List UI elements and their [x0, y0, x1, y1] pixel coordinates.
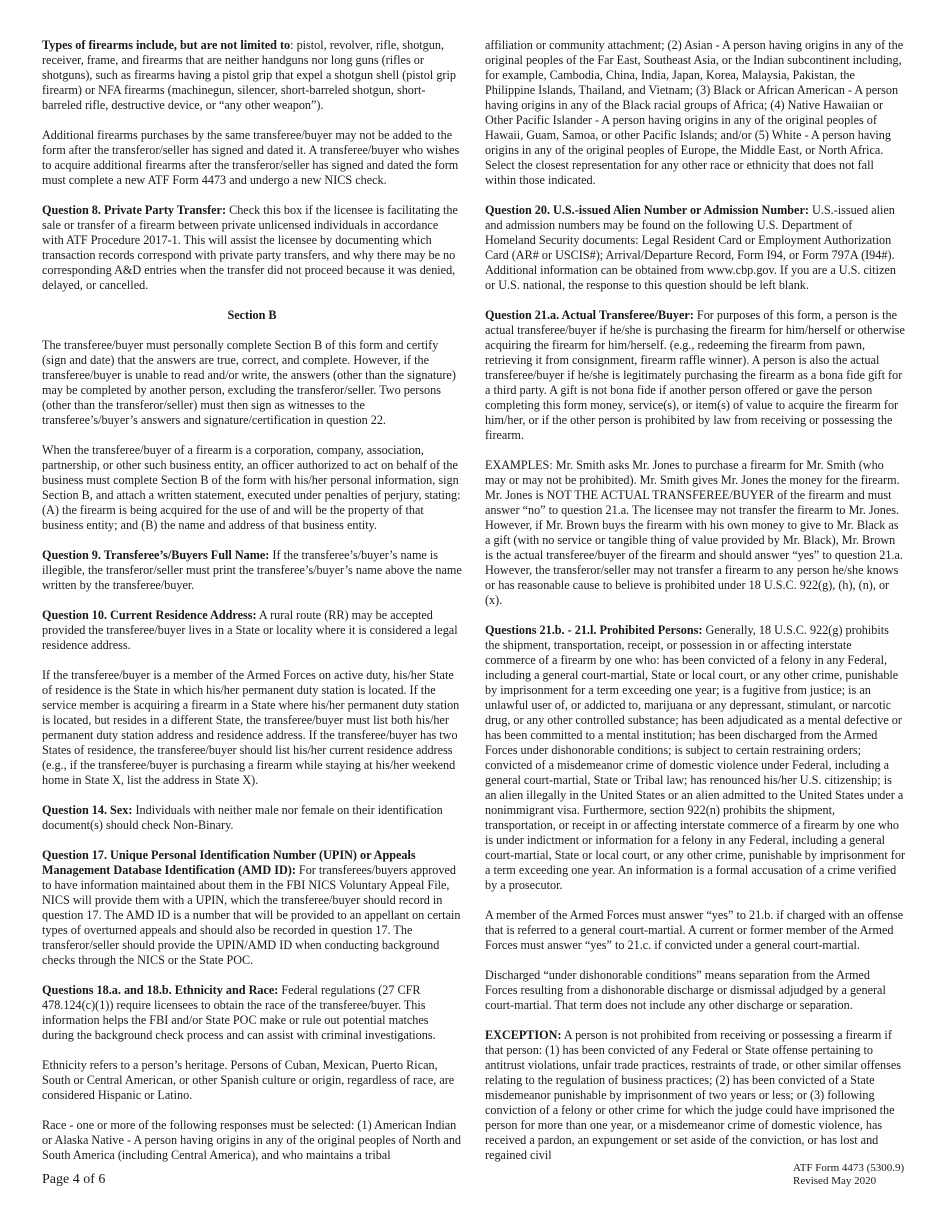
question-20-text: U.S.-issued alien and admission numbers may be found on the following U.S. Department of Homeland Security documents: Legal Resident Card or Employment Authorization Card (AR# or USCIS#); Arrival/Departure Record, Form I94, or Form 797A (I94#). Additional information can be obtained from www.cbp.gov. If you are a U.S. citizen or U.S. national, the response to this question should be left blank. — [485, 203, 896, 292]
exception-paragraph — [485, 1028, 905, 1163]
question-21b-text: Generally, 18 U.S.C. 922(g) prohibits the shipment, transportation, receipt, or possession in or affecting interstate commerce of a firearm by one who: has been convicted of a felony in any Federal, including a general court-martial, State or local court, or any other crime, punishable by imprisonment for a term exceeding one year; is a fugitive from justice; is an unlawful user of, or addicted to, marijuana or any depressant, stimulant, or narcotic drug, or any other controlled substance; has been adjudicated as a mental defective or has been committed to a mental institution; has been discharged from the Armed Forces under dishonorable conditions; is subject to certain restraining orders; convicted of a misdemeanor crime of domestic violence under Federal, including a general court-martial, State or Tribal law; has renounced his/her U.S. citizenship; is an alien illegally in the United States or an alien admitted to the United States under a nonimmigrant visa. Furthermore, section 922(n) prohibits the shipment, transportation, or receipt in or affecting interstate commerce of a firearm by one who is under indictment or information for a felony in any Federal, including a general court-martial, State or local court, or any other crime, punishable by imprisonment for a term exceeding one year. An information is a formal accusation of a crime verified by a prosecutor. — [485, 623, 906, 892]
question-21a-text: For purposes of this form, a person is the actual transferee/buyer if he/she is purchasing the firearm for him/herself or otherwise acquiring the firearm for him/herself. (e.g., redeeming the firearm from pawn, retrieving it from consignment, firearm raffle winner). A person is also the actual transferee/buyer if he/she is legitimately purchasing the firearm as a bona fide gift for a third party. A gift is not bona fide if another person offered or gave the person completing this form money, service(s), or item(s) of value to acquire the firearm for him/her, or if the other person is prohibited by law from receiving or possessing the firearm. — [485, 308, 905, 442]
question-18-text: Federal regulations (27 CFR 478.124(c)(1)) require licensees to obtain the race of the transferee/buyer. This information helps the FBI and/or State POC make or rule out potential matches during the background check process and can assist with criminal investigations. — [42, 983, 436, 1042]
form-number: ATF Form 4473 (5300.9) — [793, 1162, 905, 1174]
question-8-paragraph — [42, 203, 462, 293]
question-10-text: A rural route (RR) may be accepted provided the transferee/buyer lives in a State or locality where it is considered a legal residence address. — [42, 608, 458, 652]
form-identifier — [793, 1162, 904, 1188]
question-14-heading: Question 14. Sex: — [42, 803, 133, 817]
question-20-heading: Question 20. U.S.-issued Alien Number or Admission Number: — [485, 203, 809, 217]
question-20-paragraph — [485, 203, 905, 293]
left-column — [42, 38, 462, 1178]
question-9-paragraph — [42, 548, 462, 593]
section-b-heading: Section B — [227, 308, 277, 322]
ethnicity-paragraph: Ethnicity refers to a person’s heritage. Persons of Cuban, Mexican, Puerto Rican, South or Central American, or other Spanish culture or origin, regardless of race, are considered Hispanic or Latino. — [42, 1058, 455, 1102]
armed-forces-court-martial-paragraph: A member of the Armed Forces must answer “yes” to 21.b. if charged with an offense that is referred to a general court-martial. A current or former member of the Armed Forces must answer “yes” to 21.c. if convicted under a general court-martial. — [485, 908, 904, 952]
armed-forces-residence-paragraph: If the transferee/buyer is a member of the Armed Forces on active duty, his/her State of residence is the State in which his/her permanent duty station is located. If the service member is acquiring a firearm in a State where his/her permanent duty station is located, but resides in a different State, the transferee/buyer must list both his/her permanent duty station address and residence address. If the transferee/buyer has two States of residence, the transferee/buyer should list his/her current residence address (e.g., if the transferee/buyer is purchasing a firearm while staying at his/her weekend home in State X, list the address in State X). — [42, 668, 460, 787]
question-14-text: Individuals with neither male nor female on their identification document(s) should check Non-Binary. — [42, 803, 443, 832]
additional-purchases-paragraph: Additional firearms purchases by the same transferee/buyer may not be added to the form after the transferor/seller has signed and dated it. A transferee/buyer who wishes to acquire additional firearms after the transferor/seller has signed and dated the form must complete a new ATF Form 4473 and undergo a new NICS check. — [42, 128, 460, 187]
question-17-paragraph — [42, 848, 462, 968]
section-b-paragraph: The transferee/buyer must personally complete Section B of this form and certify (sign and date) that the answers are true, correct, and complete. However, if the transferee/buyer is unable to read and/or write, the answers (other than the signature) may be completed by another person, excluding the transferor/seller. Two persons (other than the transferor/seller) must then sign as witnesses to the transferee’s/buyer’s answers and signature/certification in question 22. — [42, 338, 456, 427]
question-17-text: For transferees/buyers approved to have information maintained about them in the FBI NICS Voluntary Appeal File, NICS will provide them with a UPIN, which the transferee/buyer should record in question 17. The AMD ID is a number that will be provided to an appellant on certain types of overturned appeals and should also be recorded in question 17. The transferor/seller should provide the UPIN/AMD ID when conducting background checks through the NICS or the State POC. — [42, 863, 461, 967]
question-18-paragraph — [42, 983, 462, 1043]
revision-date: Revised May 2020 — [793, 1175, 877, 1187]
question-14-paragraph — [42, 803, 462, 833]
question-21b-heading: Questions 21.b. - 21.l. Prohibited Persons: — [485, 623, 703, 637]
race-continued-paragraph: affiliation or community attachment; (2) Asian - A person having origins in any of the original peoples of the Far East, Southeast Asia, or the Indian subcontinent including, for example, Cambodia, China, India, Japan, Korea, Malaysia, Pakistan, the Philippine Islands, Thailand, and Vietnam; (3) Black or African American - A person having origins in any of the Black racial groups of Africa; (4) Native Hawaiian or Other Pacific Islander - A person having origins in any of the original peoples of Hawaii, Guam, Samoa, or other Pacific Islands; and/or (5) White - A person having origins in any of the original peoples of Europe, the Middle East, or North Africa. Select the closest representation for any other race or ethnicity that does not fall within those indicated. — [485, 38, 904, 187]
question-18-heading: Questions 18.a. and 18.b. Ethnicity and Race: — [42, 983, 279, 997]
business-entity-paragraph: When the transferee/buyer of a firearm is a corporation, company, association, partnership, or other such business entity, an officer authorized to act on behalf of the business must complete Section B of the form with his/her personal information, sign Section B, and attach a written statement, executed under penalties of perjury, stating: (A) the firearm is being acquired for the use of and will be the property of that business entity; and (B) the name and address of that business entity. — [42, 443, 461, 532]
question-21a-paragraph — [485, 308, 905, 443]
question-17-heading: Question 17. Unique Personal Identification Number (UPIN) or Appeals Management Database Identification (AMD ID): — [42, 848, 416, 877]
question-8-heading: Question 8. Private Party Transfer: — [42, 203, 227, 217]
page-number: Page 4 of 6 — [42, 1172, 106, 1187]
right-column — [485, 38, 905, 1178]
firearm-types-text: : pistol, revolver, rifle, shotgun, receiver, frame, and firearms that are neither handguns nor long guns (rifles or shotguns), such as firearms having a pistol grip that expel a shotgun shell (pistol grip firearm) or NFA firearms (machinegun, silencer, short-barreled shotgun, short-barreled rifle, destructive device, or “any other weapon”). — [42, 38, 456, 112]
question-8-text: Check this box if the licensee is facilitating the sale or transfer of a firearm between private unlicensed individuals in accordance with ATF Procedure 2017-1. This will assist the licensee by documenting which transaction records correspond with private party transfers, and why there may be no corresponding A&D entries when the transfer did not proceed because it was denied, delayed, or cancelled. — [42, 203, 458, 292]
race-paragraph: Race - one or more of the following responses must be selected: (1) American Indian or Alaska Native - A person having origins in any of the original peoples of North and South America (including Central America), and who maintains a tribal — [42, 1118, 462, 1162]
firearm-types-paragraph — [42, 38, 462, 113]
firearm-types-heading: Types of firearms include, but are not limited to — [42, 38, 291, 52]
exception-text: A person is not prohibited from receiving or possessing a firearm if that person: (1) has been convicted of any Federal or State offense pertaining to antitrust violations, unfair trade practices, restraints of trade, or other similar offenses relating to the regulation of business practices; (2) has been convicted of a State misdemeanor punishable by imprisonment of two years or less; or (3) following conviction of a felony or other crime for which the judge could have imprisoned the person for more than one year, or a misdemeanor crime of domestic violence, has received a pardon, an expungement or set aside of the conviction, or has lost and regained civil — [485, 1028, 902, 1162]
question-21a-heading: Question 21.a. Actual Transferee/Buyer: — [485, 308, 694, 322]
dishonorable-discharge-paragraph: Discharged “under dishonorable conditions” means separation from the Armed Forces resulting from a dishonorable discharge or dismissal adjudged by a general court-martial. That term does not include any other discharge or separation. — [485, 968, 886, 1012]
question-9-text: If the transferee’s/buyer’s name is illegible, the transferor/seller must print the transferee’s/buyer’s name above the name written by the transferee/buyer. — [42, 548, 462, 592]
question-21b-paragraph — [485, 623, 905, 893]
examples-paragraph: EXAMPLES: Mr. Smith asks Mr. Jones to purchase a firearm for Mr. Smith (who may or may not be prohibited). Mr. Smith gives Mr. Jones the money for the firearm. Mr. Jones is NOT THE ACTUAL TRANSFEREE/BUYER of the firearm and must answer “no” to question 21.a. The licensee may not transfer the firearm to Mr. Jones. However, if Mr. Brown buys the firearm with his own money to give to Mr. Black as a gift (with no service or tangible thing of value provided by Mr. Black), Mr. Brown is the actual transferee/buyer of the firearm and should answer “yes” to question 21.a. However, the transferor/seller may not transfer a firearm to any person he/she knows or has reasonable cause to believe is prohibited under 18 U.S.C. 922(g), (h), (n), or (x). — [485, 458, 903, 607]
question-10-heading: Question 10. Current Residence Address: — [42, 608, 257, 622]
exception-heading: EXCEPTION: — [485, 1028, 562, 1042]
question-10-paragraph — [42, 608, 462, 653]
question-9-heading: Question 9. Transferee’s/Buyers Full Name: — [42, 548, 270, 562]
